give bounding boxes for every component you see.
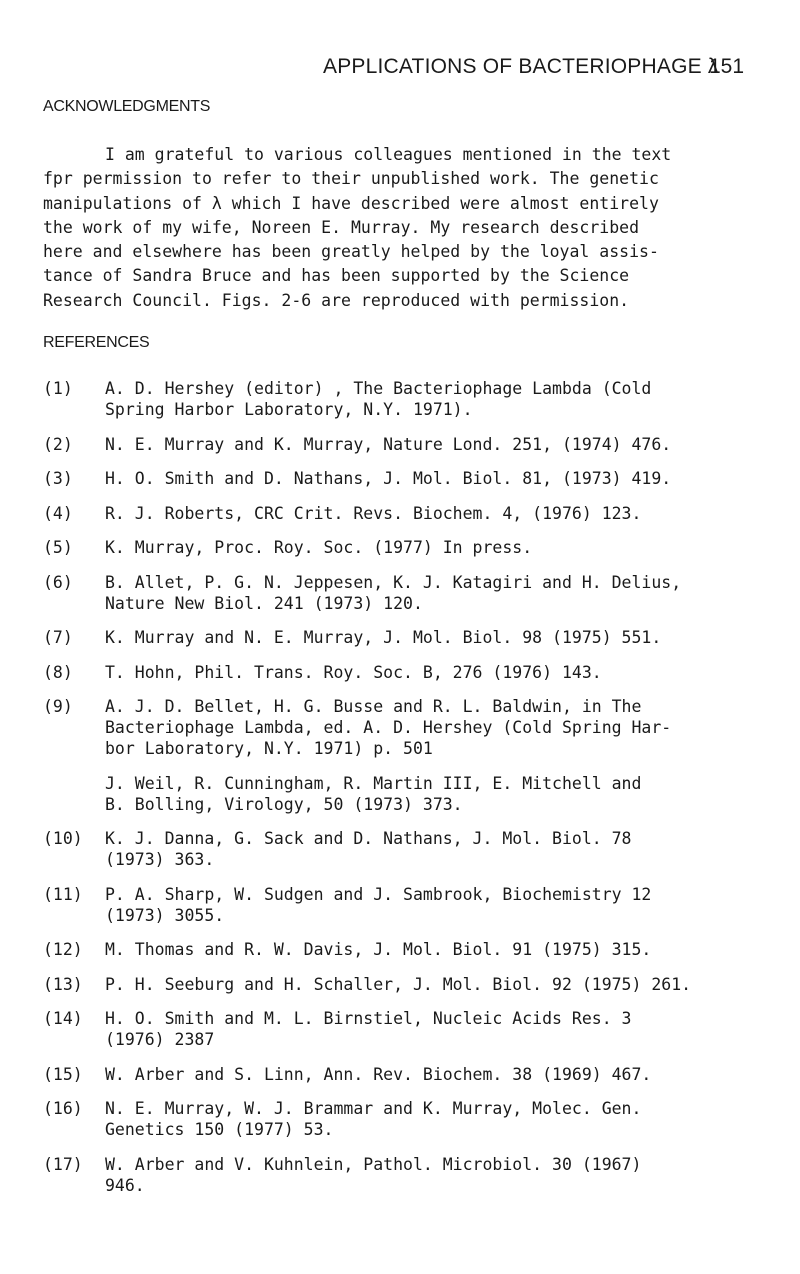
references-heading: REFERENCES bbox=[43, 334, 150, 351]
reference-text-line: 946. bbox=[105, 1175, 145, 1195]
reference-text-line: T. Hohn, Phil. Trans. Roy. Soc. B, 276 (1976) 143. bbox=[105, 662, 602, 682]
reference-item bbox=[43, 974, 773, 995]
reference-text-line: B. Allet, P. G. N. Jeppesen, K. J. Katagiri and H. Delius, bbox=[105, 572, 682, 592]
reference-text-line: A. J. D. Bellet, H. G. Busse and R. L. Baldwin, in The bbox=[105, 697, 642, 716]
reference-number: (6) bbox=[43, 572, 73, 592]
reference-text-line: (1973) 363. bbox=[105, 850, 215, 869]
reference-number: (4) bbox=[43, 503, 73, 523]
reference-number: (2) bbox=[43, 434, 73, 454]
reference-number: (11) bbox=[43, 884, 83, 904]
reference-item bbox=[43, 696, 773, 759]
reference-text-line: B. Bolling, Virology, 50 (1973) 373. bbox=[105, 794, 463, 814]
reference-item bbox=[43, 939, 773, 960]
reference-text-line: P. H. Seeburg and H. Schaller, J. Mol. Biol. 92 (1975) 261. bbox=[105, 974, 692, 994]
reference-number: (10) bbox=[43, 829, 83, 848]
reference-text-line: N. E. Murray and K. Murray, Nature Lond. 251, (1974) 476. bbox=[105, 434, 672, 454]
reference-list bbox=[43, 378, 773, 1209]
reference-number: (8) bbox=[43, 662, 73, 682]
reference-number: (5) bbox=[43, 538, 73, 557]
reference-text-line: N. E. Murray, W. J. Brammar and K. Murray, Molec. Gen. bbox=[105, 1099, 642, 1118]
reference-item bbox=[43, 537, 773, 558]
reference-text-line: M. Thomas and R. W. Davis, J. Mol. Biol. 91 (1975) 315. bbox=[105, 940, 652, 959]
reference-item bbox=[43, 572, 773, 614]
acknowledgements-line: tance of Sandra Bruce and has been supported by the Science bbox=[43, 266, 630, 286]
reference-number: (15) bbox=[43, 1064, 83, 1084]
reference-text-line: bor Laboratory, N.Y. 1971) p. 501 bbox=[105, 739, 433, 758]
reference-text-line: K. J. Danna, G. Sack and D. Nathans, J. Mol. Biol. 78 bbox=[105, 829, 632, 848]
reference-text-line: W. Arber and S. Linn, Ann. Rev. Biochem. 38 (1969) 467. bbox=[105, 1064, 652, 1084]
acknowledgements-line: fpr permission to refer to their unpublished work. The genetic bbox=[43, 169, 659, 189]
page-number: 151 bbox=[709, 55, 745, 78]
acknowledgements-line: here and elsewhere has been greatly helped by the loyal assis- bbox=[43, 242, 659, 262]
reference-text-line: K. Murray and N. E. Murray, J. Mol. Biol. 98 (1975) 551. bbox=[105, 628, 662, 647]
reference-item bbox=[43, 773, 773, 815]
reference-number: (1) bbox=[43, 379, 73, 398]
reference-item bbox=[43, 503, 773, 524]
reference-text-line: (1973) 3055. bbox=[105, 905, 225, 925]
reference-text-line: J. Weil, R. Cunningham, R. Martin III, E. Mitchell and bbox=[105, 773, 642, 793]
reference-item bbox=[43, 1008, 773, 1050]
reference-text-line: Genetics 150 (1977) 53. bbox=[105, 1120, 334, 1139]
reference-number: (9) bbox=[43, 697, 73, 716]
acknowledgements-line: manipulations of λ which I have described were almost entirely bbox=[43, 193, 659, 213]
reference-item bbox=[43, 884, 773, 926]
acknowledgements-line: I am grateful to various colleagues mentioned in the text bbox=[105, 145, 672, 164]
reference-text-line: H. O. Smith and D. Nathans, J. Mol. Biol. 81, (1973) 419. bbox=[105, 469, 672, 488]
reference-item bbox=[43, 1064, 773, 1085]
reference-item bbox=[43, 1154, 773, 1196]
acknowledgements-line: Research Council. Figs. 2-6 are reproduced with permission. bbox=[43, 290, 630, 310]
reference-text-line: K. Murray, Proc. Roy. Soc. (1977) In press. bbox=[105, 538, 533, 557]
reference-item bbox=[43, 1098, 773, 1140]
reference-item bbox=[43, 828, 773, 870]
reference-text-line: P. A. Sharp, W. Sudgen and J. Sambrook, Biochemistry 12 bbox=[105, 884, 652, 904]
acknowledgements-paragraph bbox=[43, 143, 763, 313]
reference-item bbox=[43, 662, 773, 683]
reference-text-line: Spring Harbor Laboratory, N.Y. 1971). bbox=[105, 400, 473, 419]
page-header bbox=[0, 55, 800, 85]
reference-text-line: Bacteriophage Lambda, ed. A. D. Hershey (Cold Spring Har- bbox=[105, 718, 672, 737]
reference-text-line: H. O. Smith and M. L. Birnstiel, Nucleic Acids Res. 3 bbox=[105, 1009, 632, 1028]
acknowledgements-line: the work of my wife, Noreen E. Murray. My research described bbox=[43, 217, 640, 237]
reference-item bbox=[43, 434, 773, 455]
reference-text-line: R. J. Roberts, CRC Crit. Revs. Biochem. 4, (1976) 123. bbox=[105, 503, 642, 523]
reference-text-line: A. D. Hershey (editor) , The Bacteriophage Lambda (Cold bbox=[105, 379, 652, 398]
reference-text-line: (1976) 2387 bbox=[105, 1030, 215, 1049]
reference-number: (12) bbox=[43, 940, 83, 959]
reference-number: (16) bbox=[43, 1099, 83, 1118]
reference-text-line: Nature New Biol. 241 (1973) 120. bbox=[105, 593, 423, 613]
reference-text-line: W. Arber and V. Kuhnlein, Pathol. Microbiol. 30 (1967) bbox=[105, 1154, 642, 1174]
reference-number: (17) bbox=[43, 1154, 83, 1174]
reference-number: (7) bbox=[43, 628, 73, 647]
reference-number: (3) bbox=[43, 469, 73, 488]
reference-item bbox=[43, 468, 773, 489]
reference-item bbox=[43, 378, 773, 420]
running-head: APPLICATIONS OF BACTERIOPHAGE λ bbox=[323, 55, 719, 78]
reference-number: (13) bbox=[43, 974, 83, 994]
acknowledgements-heading: ACKNOWLEDGMENTS bbox=[43, 98, 211, 115]
reference-number: (14) bbox=[43, 1009, 83, 1028]
reference-item bbox=[43, 627, 773, 648]
